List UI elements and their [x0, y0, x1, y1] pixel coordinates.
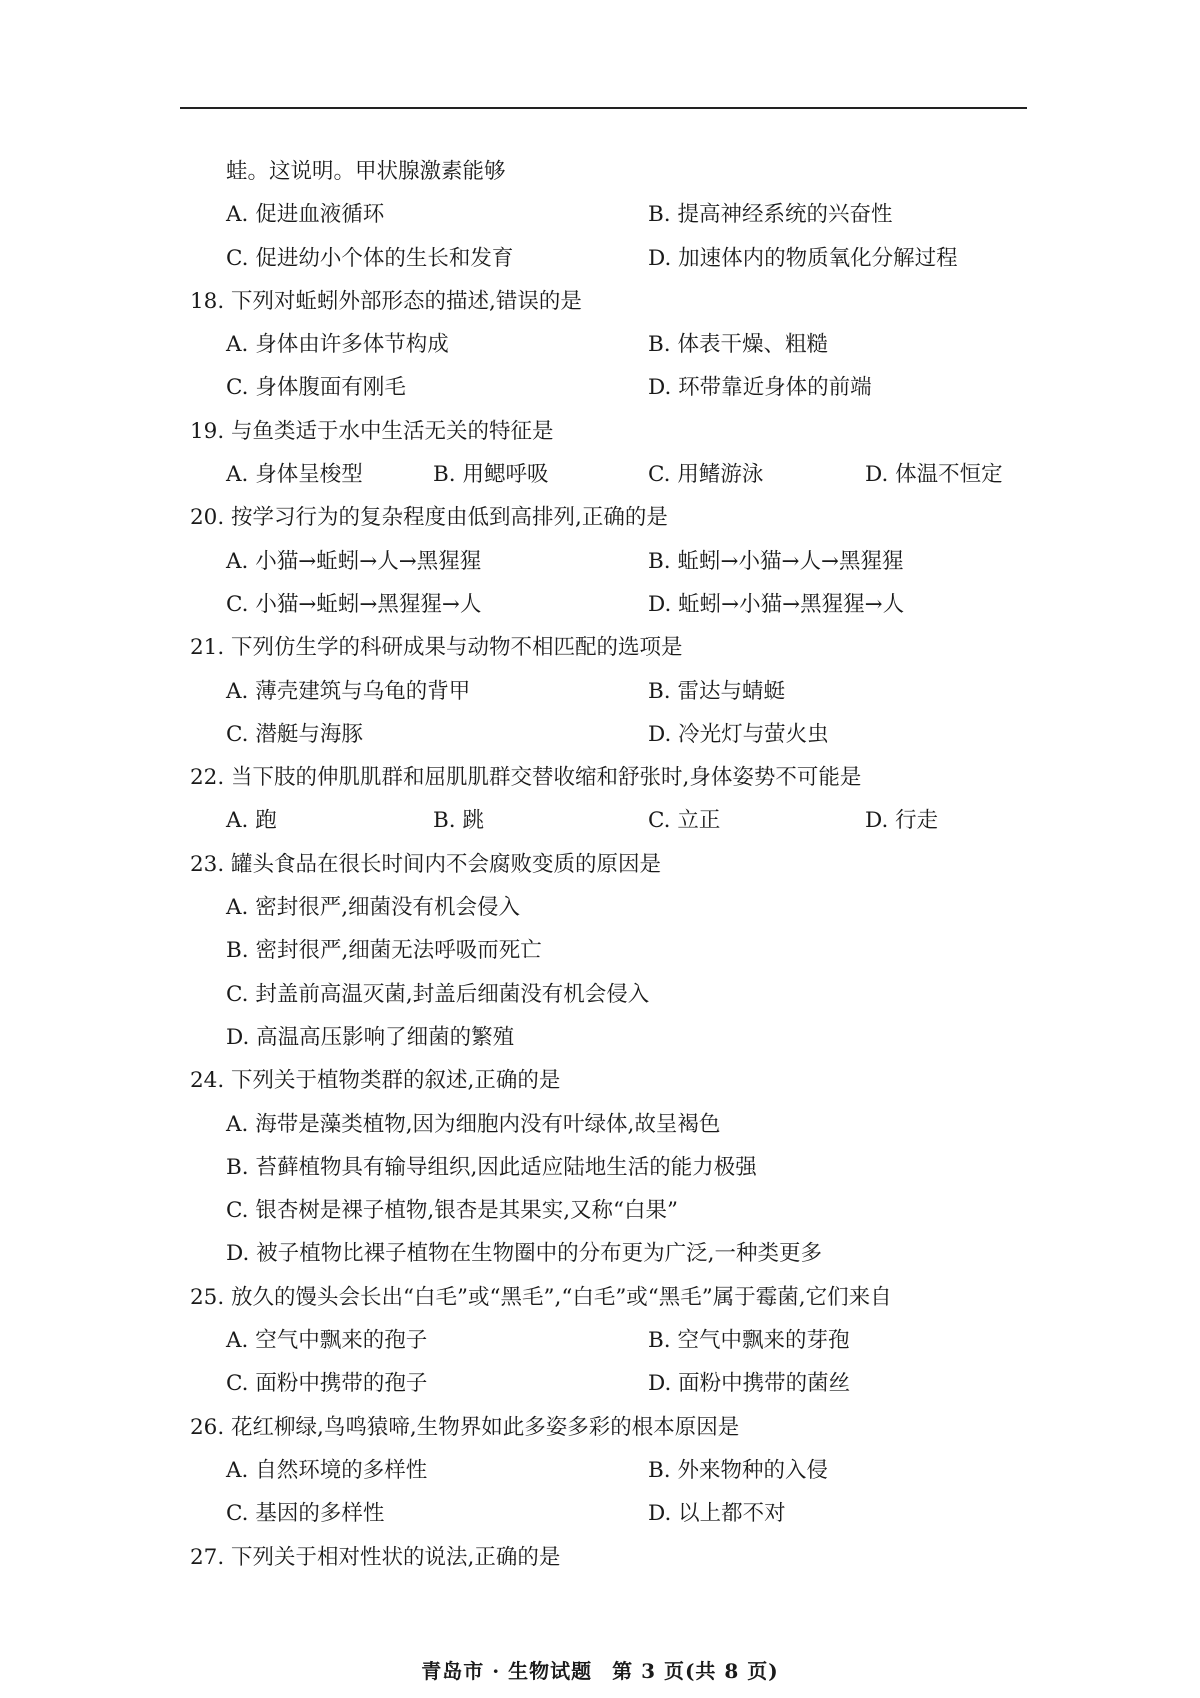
option-c: C. 银杏树是裸子植物,银杏是其果实,又称“白果”	[226, 1198, 679, 1224]
option-b: B. 用鳃呼吸	[433, 462, 549, 488]
option-a: A. 跑	[226, 808, 277, 834]
option-d: D. 体温不恒定	[865, 462, 1003, 488]
option-d: D. 蚯蚓→小猫→黑猩猩→人	[648, 591, 905, 617]
option-row	[190, 237, 1040, 280]
option-row	[190, 1319, 1040, 1362]
option-row	[190, 1492, 1040, 1535]
option-row	[190, 670, 1040, 713]
option-b: B. 跳	[433, 808, 484, 834]
option-a: A. 身体呈梭型	[226, 462, 363, 488]
option-a: A. 促进血液循环	[226, 202, 385, 228]
option-b: B. 外来物种的入侵	[648, 1457, 828, 1483]
option-a: A. 小猫→蚯蚓→人→黑猩猩	[226, 548, 482, 574]
option-c: C. 促进幼小个体的生长和发育	[226, 245, 514, 271]
option-d: D. 以上都不对	[648, 1501, 786, 1527]
option-b: B. 体表干燥、粗糙	[648, 332, 828, 358]
option-b: B. 提高神经系统的兴奋性	[648, 202, 893, 228]
question-22-stem: 22. 当下肢的伸肌肌群和屈肌肌群交替收缩和舒张时,身体姿势不可能是	[190, 765, 862, 791]
exam-content	[190, 150, 1040, 1579]
question-26-stem: 26. 花红柳绿,鸟鸣猿啼,生物界如此多姿多彩的根本原因是	[190, 1414, 740, 1440]
page-footer	[0, 1655, 1200, 1684]
option-row	[190, 799, 1040, 842]
question-20-stem: 20. 按学习行为的复杂程度由低到高排列,正确的是	[190, 505, 668, 531]
option-c: C. 身体腹面有刚毛	[226, 375, 406, 401]
option-c: C. 基因的多样性	[226, 1501, 385, 1527]
option-d: D. 被子植物比裸子植物在生物圈中的分布更为广泛,一种类更多	[226, 1241, 822, 1267]
option-b: B. 蚯蚓→小猫→人→黑猩猩	[648, 548, 904, 574]
option-a: A. 自然环境的多样性	[226, 1457, 428, 1483]
footer-title: 青岛市 · 生物试题	[421, 1659, 593, 1683]
option-d: D. 行走	[865, 808, 939, 834]
option-a: A. 密封很严,细菌没有机会侵入	[226, 895, 521, 921]
option-c: C. 面粉中携带的孢子	[226, 1371, 428, 1397]
option-d: D. 面粉中携带的菌丝	[648, 1371, 851, 1397]
header-rule	[180, 107, 1027, 109]
option-c: C. 潜艇与海豚	[226, 721, 363, 747]
option-row	[190, 583, 1040, 626]
question-23-stem: 23. 罐头食品在很长时间内不会腐败变质的原因是	[190, 851, 662, 877]
question-25-stem: 25. 放久的馒头会长出“白毛”或“黑毛”,“白毛”或“黑毛”属于霉菌,它们来自	[190, 1284, 892, 1310]
option-d: D. 高温高压影响了细菌的繁殖	[226, 1024, 515, 1050]
option-row	[190, 366, 1040, 409]
option-c: C. 用鳍游泳	[648, 462, 764, 488]
question-19-stem: 19. 与鱼类适于水中生活无关的特征是	[190, 418, 554, 444]
option-a: A. 薄壳建筑与乌龟的背甲	[226, 678, 471, 704]
option-a: A. 海带是藻类植物,因为细胞内没有叶绿体,故呈褐色	[226, 1111, 721, 1137]
option-b: B. 苔藓植物具有输导组织,因此适应陆地生活的能力极强	[226, 1154, 757, 1180]
footer-page-info: 第 3 页(共 8 页)	[612, 1659, 779, 1683]
option-d: D. 环带靠近身体的前端	[648, 375, 872, 401]
option-row	[190, 713, 1040, 756]
option-c: C. 立正	[648, 808, 721, 834]
option-row	[190, 1449, 1040, 1492]
option-c: C. 封盖前高温灭菌,封盖后细菌没有机会侵入	[226, 981, 650, 1007]
question-24-stem: 24. 下列关于植物类群的叙述,正确的是	[190, 1068, 561, 1094]
option-row	[190, 323, 1040, 366]
option-b: B. 雷达与蜻蜓	[648, 678, 785, 704]
option-a: A. 空气中飘来的孢子	[226, 1328, 428, 1354]
question-18-stem: 18. 下列对蚯蚓外部形态的描述,错误的是	[190, 288, 582, 314]
option-a: A. 身体由许多体节构成	[226, 332, 449, 358]
option-d: D. 冷光灯与萤火虫	[648, 721, 829, 747]
option-row	[190, 193, 1040, 236]
option-row	[190, 1362, 1040, 1405]
option-b: B. 空气中飘来的芽孢	[648, 1328, 850, 1354]
option-b: B. 密封很严,细菌无法呼吸而死亡	[226, 938, 542, 964]
option-c: C. 小猫→蚯蚓→黑猩猩→人	[226, 591, 482, 617]
option-row	[190, 540, 1040, 583]
option-row	[190, 453, 1040, 496]
option-d: D. 加速体内的物质氧化分解过程	[648, 245, 958, 271]
question-27-stem: 27. 下列关于相对性状的说法,正确的是	[190, 1544, 561, 1570]
question-continuation: 蛙。这说明。甲状腺激素能够	[226, 159, 506, 184]
question-21-stem: 21. 下列仿生学的科研成果与动物不相匹配的选项是	[190, 635, 683, 661]
